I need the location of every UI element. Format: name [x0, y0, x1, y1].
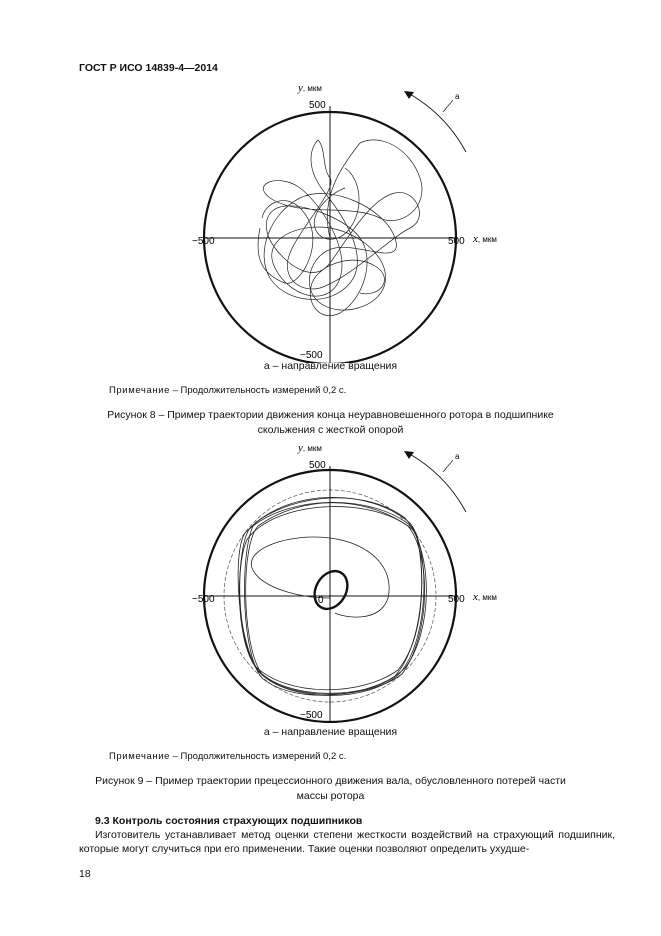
tick-y-pos: 500 [309, 100, 326, 111]
figure-8-title-line1: Рисунок 8 – Пример траектории движения конца неуравновешенного ротора в подшипнике [107, 409, 554, 421]
tick-x-pos: 500 [448, 594, 465, 605]
orbit-4 [239, 507, 421, 690]
tick-y-pos: 500 [309, 460, 326, 471]
x-axis-var: x [473, 591, 478, 603]
x-axis-var: x [473, 233, 478, 245]
orbit-5 [246, 503, 425, 695]
figure-9-legend: а – направление вращения [263, 726, 398, 738]
note-text: – Продолжительность измерений 0,2 с. [170, 751, 347, 762]
tick-x-neg: −500 [192, 594, 215, 605]
page-number: 18 [79, 868, 91, 880]
figure-9 [0, 438, 661, 723]
arrow-leader [443, 100, 453, 112]
note-label: Примечание [109, 385, 170, 396]
arrow-label: a [455, 92, 460, 101]
figure-8-plot [0, 78, 661, 363]
figure-8-title-line2: скольжения с жесткой опорой [257, 424, 404, 436]
arrow-leader [443, 460, 453, 472]
figure-8 [0, 78, 661, 363]
y-axis-var: y [298, 82, 303, 94]
figure-9-title [60, 774, 601, 804]
tick-y-neg: −500 [300, 710, 323, 721]
section-paragraph: Изготовитель устанавливает метод оценки степени жесткости воздействий на страхующий подшипник, которые могут случиться при его применении. Такие оценки позволяют определить ухудше- [79, 829, 615, 855]
figure-8-title [60, 408, 601, 438]
y-axis-label [297, 82, 322, 94]
figure-8-legend: а – направление вращения [263, 360, 398, 372]
y-axis-label [297, 442, 322, 454]
section-heading: 9.3 Контроль состояния страхующих подшипников [95, 815, 363, 827]
y-axis-unit: , мкм [302, 444, 322, 453]
orbit-3 [245, 498, 427, 695]
figure-9-title-line1: Рисунок 9 – Пример траектории прецессионного движения вала, обусловленного потерей части [95, 775, 566, 787]
rotation-arrowhead [404, 451, 414, 459]
y-axis-var: y [298, 442, 303, 454]
rotation-arrow [408, 93, 466, 152]
figure-9-note [109, 751, 346, 762]
y-axis-unit: , мкм [302, 84, 322, 93]
tick-y-neg: −500 [300, 350, 323, 361]
rotor-trajectory [258, 140, 422, 316]
tick-x-neg: −500 [192, 236, 215, 247]
figure-9-plot [0, 438, 661, 723]
origin-label: 0 [318, 595, 324, 606]
tick-x-pos: 500 [448, 236, 465, 247]
arrow-label: a [455, 452, 460, 461]
note-label: Примечание [109, 751, 170, 762]
x-axis-unit: , мкм [477, 235, 497, 244]
rotation-arrowhead [404, 91, 414, 99]
x-axis-label [472, 233, 497, 245]
figure-9-title-line2: массы ротора [296, 790, 365, 802]
x-axis-unit: , мкм [477, 593, 497, 602]
small-orbit [308, 565, 354, 615]
x-axis-label [472, 591, 497, 603]
document-header: ГОСТ Р ИСО 14839-4—2014 [79, 62, 218, 74]
note-text: – Продолжительность измерений 0,2 с. [170, 385, 347, 396]
figure-8-note [109, 385, 346, 396]
